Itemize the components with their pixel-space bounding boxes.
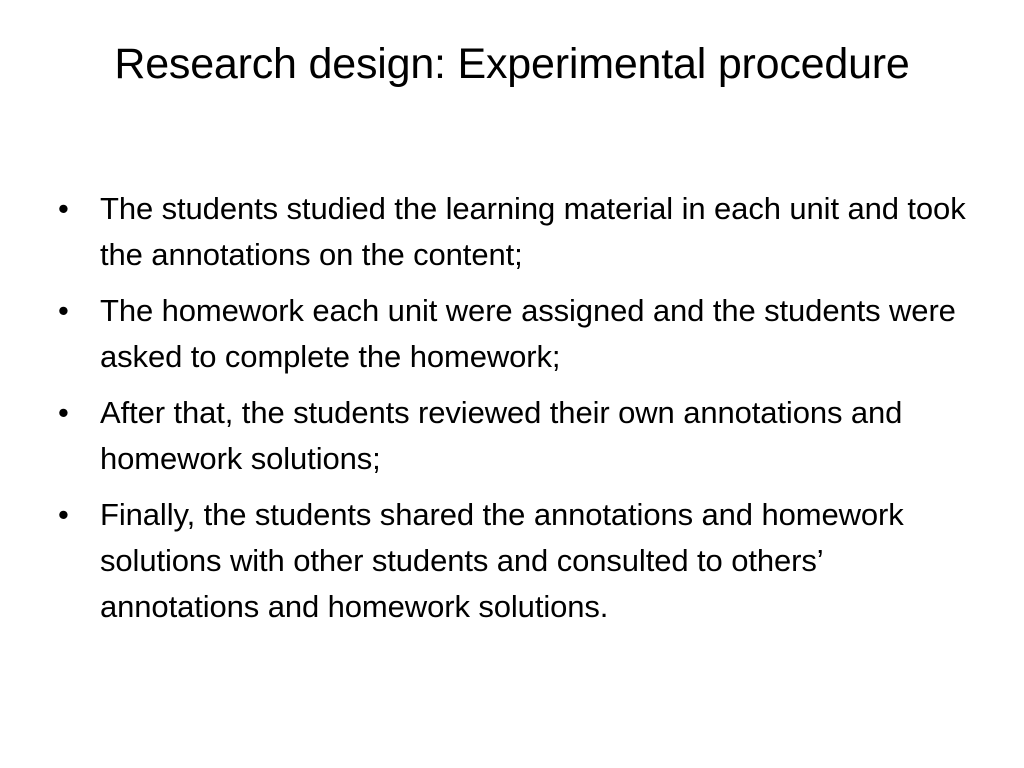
- bullet-list: [56, 186, 976, 640]
- bullet-item: [56, 186, 976, 278]
- slide-title: Research design: Experimental procedure: [114, 40, 910, 88]
- bullet-item: [56, 288, 976, 380]
- bullet-text: The students studied the learning material in each unit and took the annotations on the content;: [100, 191, 966, 272]
- bullet-item: [56, 492, 976, 630]
- bullet-dot-icon: •: [58, 191, 69, 226]
- bullet-dot-icon: •: [58, 293, 69, 328]
- bullet-text: Finally, the students shared the annotations and homework solutions with other students and consulted to others’ annotations and homework solutions.: [100, 497, 904, 624]
- bullet-item: [56, 390, 976, 482]
- bullet-dot-icon: •: [58, 395, 69, 430]
- bullet-text: The homework each unit were assigned and the students were asked to complete the homework;: [100, 293, 956, 374]
- bullet-dot-icon: •: [58, 497, 69, 532]
- bullet-text: After that, the students reviewed their own annotations and homework solutions;: [100, 395, 903, 476]
